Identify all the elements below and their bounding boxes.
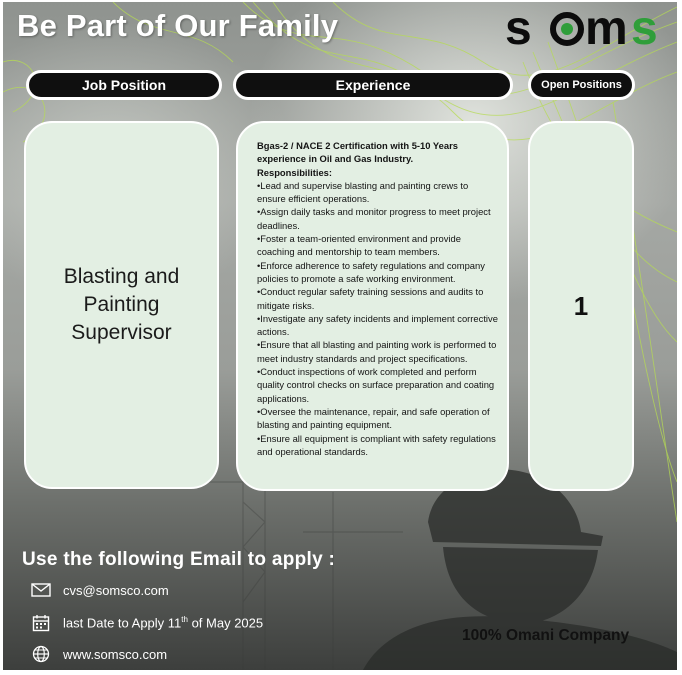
requirement-text: Bgas-2 / NACE 2 Certification with 5-10 Years experience in Oil and Gas Industry. <box>257 140 458 165</box>
responsibility-item: •Ensure that all blasting and painting work is performed to meet industry standards and project specifications. <box>257 339 497 364</box>
deadline-text <box>63 615 263 630</box>
globe-icon <box>30 645 52 663</box>
email-link[interactable]: cvs@somsco.com <box>63 582 169 598</box>
job-poster <box>3 2 677 670</box>
responsibility-item: •Conduct inspections of work completed and perform quality control checks on surface preparation and coating applications. <box>257 366 495 404</box>
omani-company-tagline: 100% Omani Company <box>462 627 630 644</box>
deadline-rest: of May 2025 <box>187 615 264 631</box>
experience-card <box>236 121 509 491</box>
website-row <box>30 645 167 663</box>
svg-text:s: s <box>631 4 658 52</box>
responsibility-item: •Ensure all equipment is compliant with safety regulations and operational standards. <box>257 432 496 457</box>
job-title: Blasting and Painting Supervisor <box>63 265 180 344</box>
envelope-icon <box>30 581 52 599</box>
deadline-ordinal: th <box>181 615 188 625</box>
calendar-icon <box>30 614 52 632</box>
deadline-prefix: last Date to Apply 11 <box>63 615 182 631</box>
responsibility-item: •Lead and supervise blasting and painting crews to ensure efficient operations. <box>257 179 469 205</box>
svg-text:s: s <box>505 4 531 52</box>
job-position-header-label: Job Position <box>82 77 166 93</box>
open-positions-header <box>528 70 635 100</box>
open-positions-header-label: Open Positions <box>541 79 622 91</box>
apply-heading: Use the following Email to apply : <box>22 549 336 570</box>
svg-text:m: m <box>585 4 628 52</box>
job-position-header <box>26 70 222 100</box>
website-link[interactable]: www.somsco.com <box>63 646 168 662</box>
responsibility-item: •Assign daily tasks and monitor progress to meet project deadlines. <box>257 206 491 231</box>
responsibility-item: •Foster a team-oriented environment and provide coaching and mentorship to team members. <box>257 233 461 258</box>
experience-text <box>257 139 499 458</box>
deadline-row <box>30 614 263 632</box>
responsibilities-heading: Responsibilities: <box>257 166 333 178</box>
open-positions-card <box>528 121 634 491</box>
responsibility-item: •Investigate any safety incidents and implement corrective actions. <box>257 312 498 338</box>
soms-logo <box>503 4 665 52</box>
responsibility-item: •Conduct regular safety training sessions and audits to mitigate risks. <box>257 286 484 311</box>
experience-header <box>233 70 513 100</box>
page-title: Be Part of Our Family <box>17 8 339 43</box>
responsibility-item: •Enforce adherence to safety regulations and company policies to promote a safe working environment. <box>257 259 485 284</box>
experience-header-label: Experience <box>335 77 411 93</box>
email-row <box>30 581 169 599</box>
responsibility-item: •Oversee the maintenance, repair, and safe operation of blasting and painting equipment. <box>257 405 490 431</box>
job-position-card <box>24 121 219 489</box>
open-positions-count: 1 <box>573 290 589 321</box>
